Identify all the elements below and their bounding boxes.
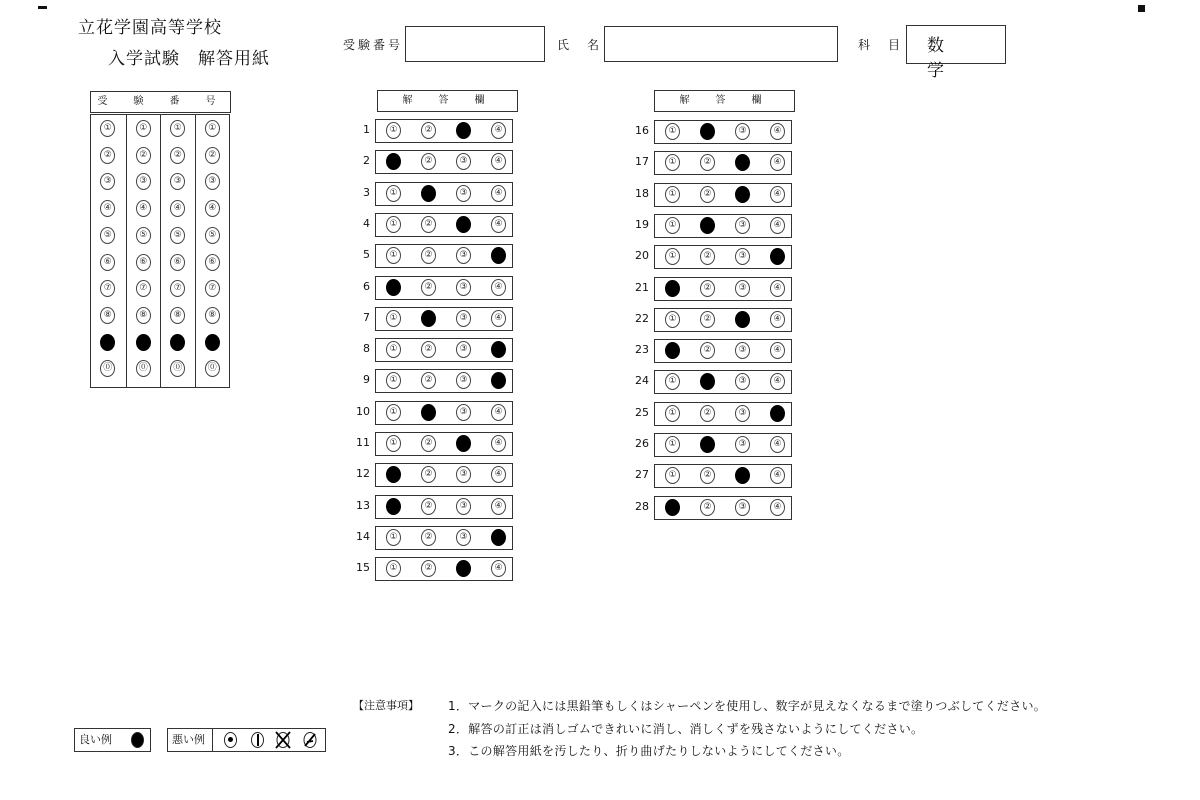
answer-bubble-2[interactable]: ②	[700, 499, 715, 516]
answer-bubble-3[interactable]: ③	[456, 498, 471, 515]
answer-bubble-4[interactable]: ④	[770, 123, 785, 140]
answer-bubble-2[interactable]: ②	[700, 311, 715, 328]
exam-number-bubble-2[interactable]: ②	[136, 147, 151, 164]
notes-heading: 【注意事項】	[353, 699, 419, 712]
answer-bubble-1[interactable]: ①	[386, 435, 401, 452]
note-item-2: 2．解答の訂正は消しゴムできれいに消し、消しくずを残さないようにしてください。	[448, 722, 924, 736]
exam-number-bubble-3[interactable]: ③	[205, 173, 220, 190]
answer-row	[654, 339, 792, 363]
answer-bubble-4[interactable]: ④	[491, 185, 506, 202]
answer-bubble-4[interactable]: ④	[491, 216, 506, 233]
exam-number-bubble-7[interactable]: ⑦	[100, 280, 115, 297]
answer-bubble-1[interactable]	[665, 280, 680, 297]
exam-number-column	[195, 115, 231, 387]
answer-bubble-3[interactable]	[456, 122, 471, 139]
question-number: 3	[363, 185, 370, 199]
answer-bubble-2[interactable]	[421, 404, 436, 421]
answer-row	[654, 277, 792, 301]
answer-bubble-3[interactable]: ③	[456, 372, 471, 389]
answer-bubble-1[interactable]: ①	[665, 311, 680, 328]
exam-number-bubble-9[interactable]	[205, 334, 220, 351]
subject-value: 数 学	[927, 36, 981, 81]
question-number: 5	[363, 248, 370, 262]
answer-bubble-3[interactable]: ③	[456, 153, 471, 170]
answer-bubble-4[interactable]: ④	[770, 280, 785, 297]
answer-bubble-4[interactable]	[491, 372, 506, 389]
answer-bubble-3[interactable]	[456, 216, 471, 233]
answer-row	[375, 276, 513, 300]
exam-number-bubble-2[interactable]: ②	[100, 147, 115, 164]
answer-bubble-3[interactable]: ③	[456, 404, 471, 421]
exam-number-bubble-5[interactable]: ⑤	[136, 227, 151, 244]
question-number: 20	[635, 249, 649, 263]
subject-label: 科 目	[858, 38, 904, 52]
question-number: 1	[363, 123, 370, 136]
dot-mark-icon	[224, 732, 237, 748]
answer-row	[654, 370, 792, 394]
answer-row	[375, 526, 513, 550]
answer-row	[654, 308, 792, 332]
answer-bubble-4[interactable]: ④	[491, 560, 506, 577]
answer-bubble-4[interactable]	[770, 248, 785, 265]
timing-mark-right	[1138, 5, 1145, 12]
question-number: 18	[635, 186, 649, 200]
question-number: 17	[635, 155, 649, 169]
answer-row	[375, 432, 513, 456]
answer-bubble-1[interactable]: ①	[665, 123, 680, 140]
answer-bubble-4[interactable]: ④	[770, 342, 785, 359]
answer-bubble-2[interactable]: ②	[421, 498, 436, 515]
answer-row	[375, 182, 513, 206]
bad-example-box	[167, 728, 326, 752]
question-number: 22	[635, 311, 649, 325]
exam-number-bubble-6[interactable]: ⑥	[170, 254, 185, 271]
answer-bubble-1[interactable]	[386, 466, 401, 483]
answer-bubble-1[interactable]: ①	[386, 122, 401, 139]
answer-bubble-1[interactable]: ①	[665, 373, 680, 390]
answer-bubble-3[interactable]: ③	[735, 280, 750, 297]
exam-number-column	[91, 115, 126, 387]
answer-row	[375, 150, 513, 174]
answer-bubble-2[interactable]: ②	[700, 154, 715, 171]
answer-bubble-1[interactable]: ①	[386, 560, 401, 577]
answer-row	[375, 119, 513, 143]
answer-bubble-4[interactable]: ④	[770, 186, 785, 203]
answer-bubble-3[interactable]: ③	[456, 279, 471, 296]
answer-bubble-2[interactable]: ②	[421, 279, 436, 296]
answer-bubble-1[interactable]: ①	[665, 436, 680, 453]
question-number: 4	[363, 216, 370, 230]
answer-bubble-2[interactable]: ②	[421, 560, 436, 577]
answer-bubble-1[interactable]	[386, 153, 401, 170]
answer-bubble-2[interactable]: ②	[421, 529, 436, 546]
answer-bubble-1[interactable]: ①	[386, 310, 401, 327]
question-number: 12	[356, 467, 370, 481]
exam-number-bubble-9[interactable]	[170, 334, 185, 351]
answer-bubble-3[interactable]	[456, 560, 471, 577]
question-number: 13	[356, 498, 370, 512]
exam-number-bubble-1[interactable]: ①	[170, 120, 185, 137]
answer-row	[654, 496, 792, 520]
exam-number-bubble-8[interactable]: ⑧	[136, 307, 151, 324]
answer-bubble-1[interactable]	[386, 279, 401, 296]
answer-bubble-2[interactable]: ②	[421, 341, 436, 358]
exam-number-bubble-4[interactable]: ④	[136, 200, 151, 217]
answer-grid-title-right: 解 答 欄	[654, 90, 795, 112]
answer-row	[375, 213, 513, 237]
answer-bubble-3[interactable]: ③	[735, 248, 750, 265]
exam-number-bubble-9[interactable]	[136, 334, 151, 351]
good-example-box	[74, 728, 151, 752]
name-field[interactable]	[604, 26, 838, 62]
answer-row	[654, 214, 792, 238]
subject-field	[906, 25, 1006, 81]
answer-bubble-4[interactable]: ④	[491, 466, 506, 483]
answer-bubble-3[interactable]: ③	[735, 405, 750, 422]
question-number: 26	[635, 437, 649, 450]
answer-bubble-3[interactable]: ③	[735, 373, 750, 390]
answer-row	[375, 557, 513, 581]
answer-bubble-1[interactable]: ①	[386, 529, 401, 546]
exam-number-bubble-1[interactable]: ①	[100, 120, 115, 137]
answer-bubble-2[interactable]	[700, 217, 715, 234]
exam-number-grid-title: 受 験 番 号	[90, 91, 231, 113]
answer-bubble-4[interactable]: ④	[770, 467, 785, 484]
exam-number-bubble-4[interactable]: ④	[100, 200, 115, 217]
answer-bubble-4[interactable]: ④	[770, 373, 785, 390]
exam-number-bubble-5[interactable]: ⑤	[100, 227, 115, 244]
exam-number-grid	[90, 114, 230, 388]
question-number: 6	[363, 279, 370, 293]
answer-bubble-4[interactable]: ④	[491, 279, 506, 296]
answer-bubble-4[interactable]: ④	[770, 154, 785, 171]
answer-bubble-1[interactable]	[665, 342, 680, 359]
answer-bubble-3[interactable]: ③	[456, 341, 471, 358]
school-name: 立花学園高等学校	[78, 18, 222, 38]
answer-bubble-4[interactable]: ④	[491, 122, 506, 139]
answer-bubble-2[interactable]: ②	[421, 466, 436, 483]
answer-bubble-1[interactable]: ①	[386, 372, 401, 389]
question-number: 28	[635, 499, 649, 513]
answer-bubble-3[interactable]	[735, 154, 750, 171]
exam-number-bubble-0[interactable]: ⓪	[205, 360, 220, 377]
answer-bubble-3[interactable]: ③	[735, 123, 750, 140]
question-number: 21	[635, 280, 649, 294]
answer-bubble-2[interactable]: ②	[421, 122, 436, 139]
answer-bubble-4[interactable]	[770, 405, 785, 422]
answer-bubble-2[interactable]: ②	[700, 186, 715, 203]
exam-number-bubble-9[interactable]	[100, 334, 115, 351]
answer-bubble-4[interactable]	[491, 341, 506, 358]
answer-row	[654, 464, 792, 488]
answer-bubble-4[interactable]: ④	[491, 153, 506, 170]
question-number: 7	[363, 310, 370, 324]
question-number: 16	[635, 124, 649, 137]
answer-row	[375, 401, 513, 425]
answer-bubble-2[interactable]	[700, 123, 715, 140]
exam-number-field[interactable]	[405, 26, 545, 62]
exam-number-bubble-5[interactable]: ⑤	[170, 227, 185, 244]
exam-number-bubble-2[interactable]: ②	[205, 147, 220, 164]
good-mark-icon	[131, 732, 144, 748]
answer-row	[654, 433, 792, 457]
exam-number-column	[160, 115, 196, 387]
answer-row	[375, 495, 513, 519]
exam-number-bubble-8[interactable]: ⑧	[100, 307, 115, 324]
exam-number-bubble-0[interactable]: ⓪	[170, 360, 185, 377]
answer-bubble-4[interactable]: ④	[770, 311, 785, 328]
answer-bubble-3[interactable]: ③	[456, 310, 471, 327]
answer-bubble-2[interactable]: ②	[700, 342, 715, 359]
answer-bubble-2[interactable]: ②	[700, 467, 715, 484]
answer-bubble-1[interactable]: ①	[386, 341, 401, 358]
exam-number-bubble-2[interactable]: ②	[170, 147, 185, 164]
question-number: 10	[356, 404, 370, 418]
answer-bubble-3[interactable]	[735, 186, 750, 203]
answer-bubble-1[interactable]	[386, 498, 401, 515]
name-label: 氏 名	[557, 38, 603, 52]
question-number: 19	[635, 217, 649, 231]
question-number: 11	[356, 436, 370, 449]
answer-bubble-2[interactable]: ②	[421, 216, 436, 233]
half-mark-icon	[251, 732, 264, 748]
answer-bubble-2[interactable]	[421, 185, 436, 202]
answer-bubble-4[interactable]: ④	[491, 498, 506, 515]
answer-row	[654, 151, 792, 175]
answer-row	[654, 183, 792, 207]
answer-bubble-1[interactable]: ①	[665, 248, 680, 265]
answer-bubble-3[interactable]: ③	[456, 529, 471, 546]
answer-bubble-4[interactable]	[491, 247, 506, 264]
bad-example-divider	[212, 729, 213, 751]
answer-bubble-3[interactable]: ③	[456, 466, 471, 483]
question-number: 14	[356, 529, 370, 543]
question-number: 8	[363, 342, 370, 356]
answer-bubble-4[interactable]: ④	[491, 310, 506, 327]
question-number: 9	[363, 373, 370, 387]
exam-number-bubble-8[interactable]: ⑧	[170, 307, 185, 324]
answer-bubble-1[interactable]: ①	[665, 217, 680, 234]
answer-bubble-4[interactable]: ④	[491, 435, 506, 452]
exam-number-bubble-1[interactable]: ①	[136, 120, 151, 137]
note-item-1: 1．マークの記入には黒鉛筆もしくはシャーペンを使用し、数字が見えなくなるまで塗りつぶしてください。	[448, 699, 1047, 713]
answer-bubble-2[interactable]: ②	[421, 247, 436, 264]
answer-bubble-2[interactable]: ②	[421, 372, 436, 389]
exam-number-bubble-1[interactable]: ①	[205, 120, 220, 137]
exam-number-bubble-3[interactable]: ③	[170, 173, 185, 190]
answer-bubble-1[interactable]: ①	[665, 186, 680, 203]
exam-number-bubble-3[interactable]: ③	[136, 173, 151, 190]
exam-number-bubble-7[interactable]: ⑦	[205, 280, 220, 297]
answer-bubble-3[interactable]: ③	[456, 247, 471, 264]
answer-bubble-4[interactable]: ④	[770, 499, 785, 516]
answer-row	[654, 402, 792, 426]
exam-number-bubble-6[interactable]: ⑥	[136, 254, 151, 271]
note-item-3: 3．この解答用紙を汚したり、折り曲げたりしないようにしてください。	[448, 744, 850, 758]
answer-bubble-1[interactable]: ①	[386, 247, 401, 264]
answer-row	[375, 463, 513, 487]
answer-bubble-2[interactable]: ②	[700, 405, 715, 422]
answer-bubble-1[interactable]: ①	[386, 404, 401, 421]
question-number: 2	[363, 154, 370, 168]
good-example-label: 良い例	[79, 733, 112, 746]
answer-bubble-1[interactable]: ①	[386, 185, 401, 202]
answer-bubble-2[interactable]: ②	[700, 248, 715, 265]
answer-bubble-3[interactable]: ③	[735, 217, 750, 234]
exam-number-bubble-0[interactable]: ⓪	[136, 360, 151, 377]
answer-bubble-1[interactable]: ①	[665, 154, 680, 171]
exam-number-bubble-6[interactable]: ⑥	[100, 254, 115, 271]
answer-bubble-2[interactable]: ②	[421, 435, 436, 452]
exam-number-bubble-5[interactable]: ⑤	[205, 227, 220, 244]
exam-number-bubble-4[interactable]: ④	[205, 200, 220, 217]
answer-row	[375, 338, 513, 362]
answer-bubble-3[interactable]	[735, 467, 750, 484]
answer-bubble-1[interactable]: ①	[386, 216, 401, 233]
answer-grid-title-left: 解 答 欄	[377, 90, 518, 112]
exam-number-bubble-6[interactable]: ⑥	[205, 254, 220, 271]
answer-bubble-2[interactable]: ②	[700, 280, 715, 297]
answer-bubble-2[interactable]: ②	[421, 153, 436, 170]
answer-bubble-3[interactable]: ③	[456, 185, 471, 202]
answer-bubble-4[interactable]	[491, 529, 506, 546]
answer-bubble-4[interactable]: ④	[770, 217, 785, 234]
answer-row	[654, 245, 792, 269]
answer-row	[654, 120, 792, 144]
answer-bubble-4[interactable]: ④	[491, 404, 506, 421]
answer-bubble-3[interactable]	[735, 311, 750, 328]
cross-mark-icon	[275, 731, 291, 749]
question-number: 15	[356, 561, 370, 575]
answer-row	[375, 307, 513, 331]
exam-title: 入学試験 解答用紙	[108, 49, 270, 69]
answer-bubble-3[interactable]: ③	[735, 436, 750, 453]
exam-number-bubble-4[interactable]: ④	[170, 200, 185, 217]
exam-number-label: 受験番号	[343, 38, 404, 52]
question-number: 27	[635, 468, 649, 482]
answer-bubble-4[interactable]: ④	[770, 436, 785, 453]
answer-bubble-2[interactable]	[700, 373, 715, 390]
answer-bubble-1[interactable]: ①	[665, 405, 680, 422]
answer-bubble-3[interactable]	[456, 435, 471, 452]
check-mark-icon	[302, 731, 318, 749]
answer-row	[375, 244, 513, 268]
exam-number-column	[126, 115, 162, 387]
question-number: 23	[635, 343, 649, 357]
exam-number-bubble-8[interactable]: ⑧	[205, 307, 220, 324]
question-number: 24	[635, 374, 649, 388]
answer-bubble-3[interactable]: ③	[735, 499, 750, 516]
exam-number-bubble-0[interactable]: ⓪	[100, 360, 115, 377]
answer-bubble-1[interactable]	[665, 499, 680, 516]
answer-row	[375, 369, 513, 393]
exam-number-bubble-7[interactable]: ⑦	[170, 280, 185, 297]
answer-bubble-1[interactable]: ①	[665, 467, 680, 484]
answer-bubble-3[interactable]: ③	[735, 342, 750, 359]
bad-example-label: 悪い例	[172, 733, 205, 746]
exam-number-bubble-3[interactable]: ③	[100, 173, 115, 190]
exam-number-bubble-7[interactable]: ⑦	[136, 280, 151, 297]
answer-bubble-2[interactable]	[421, 310, 436, 327]
timing-mark-left	[38, 6, 47, 9]
answer-bubble-2[interactable]	[700, 436, 715, 453]
question-number: 25	[635, 405, 649, 419]
